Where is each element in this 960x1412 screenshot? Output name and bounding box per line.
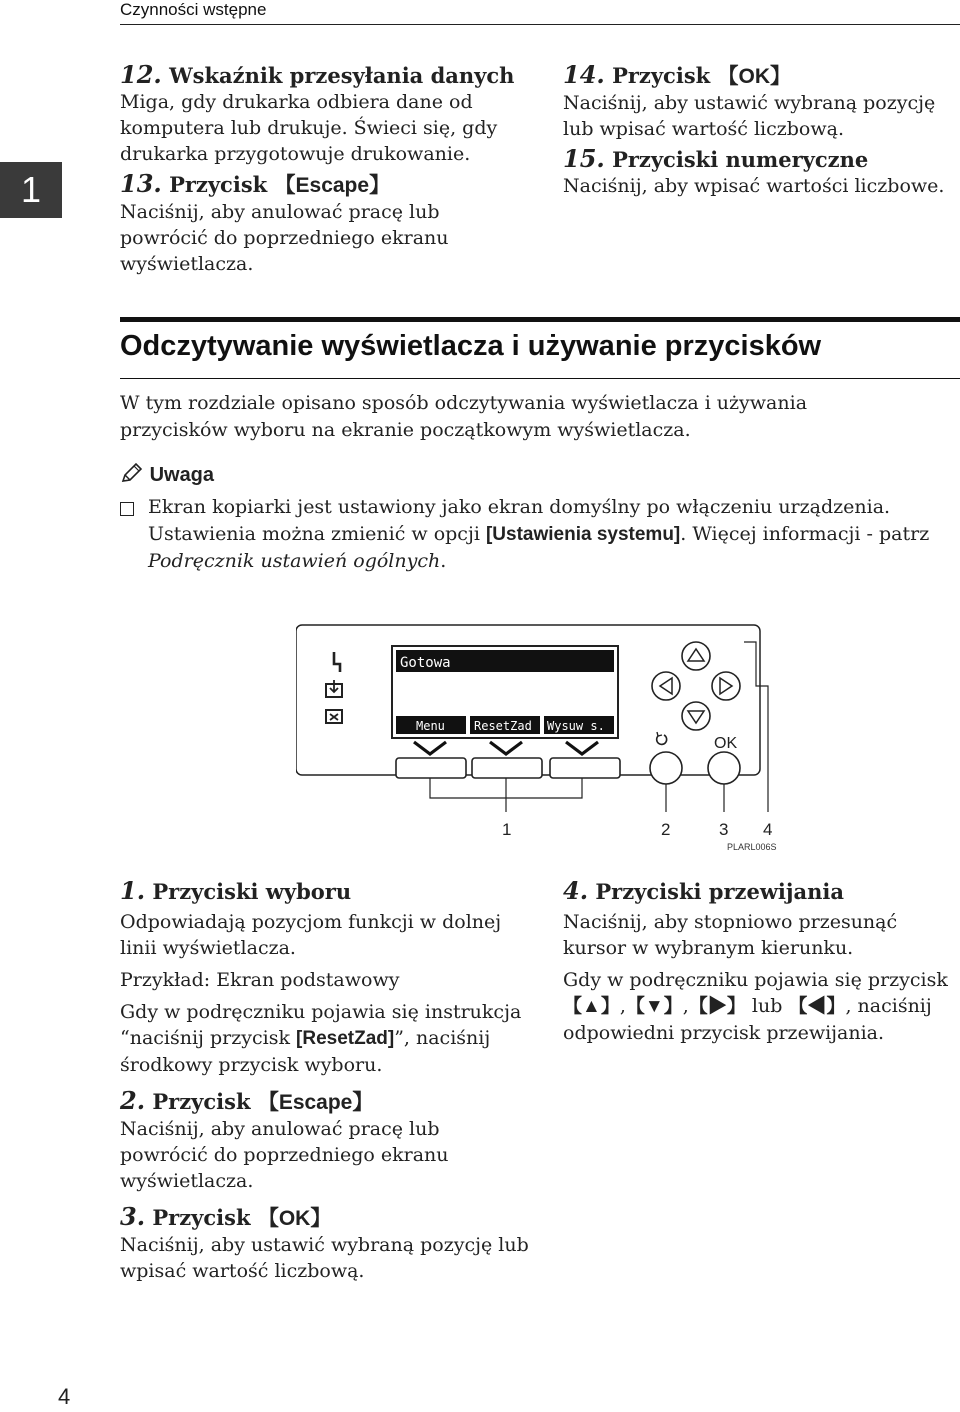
item-body-2: Naciśnij, aby anulować pracę lub powrócić do poprzedniego ekranu wyświetlacza. <box>120 1118 449 1192</box>
left-key: ◀ <box>807 996 827 1017</box>
ok-button[interactable] <box>708 752 740 784</box>
soft-key-label-1: Menu <box>416 719 445 733</box>
escape-key-label: Escape <box>278 1091 353 1114</box>
section-title: Odczytywanie wyświetlacza i używanie przycisków <box>120 330 822 362</box>
section-top-bar <box>120 317 960 322</box>
top-right-column <box>563 58 953 199</box>
header-rule <box>120 24 960 25</box>
item-body-14: Naciśnij, aby ustawić wybraną pozycję lub wpisać wartość liczbową. <box>563 92 936 140</box>
right-key: ▶ <box>707 996 727 1017</box>
item-body-13: Naciśnij, aby anulować pracę lub powrócić do poprzedniego ekranu wyświetlacza. <box>120 201 449 275</box>
item-example-1: Przykład: Ekran podstawowy <box>120 969 400 991</box>
item-body-12: Miga, gdy drukarka odbiera dane od komputera lub drukuje. Świeci się, gdy drukarka przygotowuje drukowanie. <box>120 91 498 165</box>
item-body-1: Odpowiadają pozycjom funkcji w dolnej linii wyświetlacza. <box>120 911 502 959</box>
system-settings-key: [Ustawienia systemu] <box>485 524 681 545</box>
lcd-status-text: Gotowa <box>400 655 451 671</box>
section-intro: W tym rozdziale opisano sposób odczytywania wyświetlacza i używania przycisków wyboru na ekranie początkowym wyświetlacza. <box>120 392 808 441</box>
callout-3: 3 <box>719 820 729 839</box>
scroll-left-button[interactable] <box>652 672 680 700</box>
bottom-left-column <box>120 874 530 1284</box>
item-title-2: 2. Przycisk 【Escape】 <box>120 1086 374 1115</box>
down-key: ▼ <box>644 996 664 1017</box>
escape-key-label: Escape <box>295 174 370 197</box>
scroll-up-button[interactable] <box>682 642 710 670</box>
ok-key-label: OK <box>738 65 771 88</box>
general-settings-guide-ref: Podręcznik ustawień ogólnych <box>148 550 441 572</box>
scroll-right-button[interactable] <box>712 672 740 700</box>
item-body-3: Naciśnij, aby ustawić wybraną pozycję lub wpisać wartość liczbową. <box>120 1234 529 1282</box>
callout-1: 1 <box>502 820 512 839</box>
running-header: Czynności wstępne <box>120 0 267 19</box>
control-panel-figure <box>296 622 776 862</box>
up-key: ▲ <box>582 996 601 1017</box>
item-title-4: 4. Przyciski przewijania <box>563 876 844 905</box>
selection-key-1[interactable] <box>396 758 466 778</box>
ok-key-label: OK <box>278 1207 311 1230</box>
ok-label: OK <box>714 735 738 752</box>
item-title-15: 15. Przyciski numeryczne <box>563 144 869 173</box>
callout-4: 4 <box>763 820 773 839</box>
item-title-12: 12. Wskaźnik przesyłania danych <box>120 60 515 89</box>
pencil-icon <box>120 462 144 484</box>
item-body-4b: Gdy w podręczniku pojawia się przycisk 【▲】,【▼】,【▶】 lub 【◀】, naciśnij odpowiedni przycisk przewijania. <box>563 969 948 1044</box>
soft-key-label-3: Wysuw s. <box>547 719 605 733</box>
selection-key-2[interactable] <box>472 758 542 778</box>
chapter-tab: 1 <box>0 162 62 218</box>
selection-key-3[interactable] <box>550 758 620 778</box>
escape-button[interactable] <box>650 752 682 784</box>
item-title-1: 1. Przyciski wyboru <box>120 876 352 905</box>
note-heading: Uwaga <box>120 462 214 487</box>
note-item: Ekran kopiarki jest ustawiony jako ekran domyślny po włączeniu urządzenia. Ustawienia można zmienić w opcji [Ustawienia systemu]. Więcej informacji - patrz Podręcznik ustawień ogólnych. <box>120 494 950 575</box>
item-body-4: Naciśnij, aby stopniowo przesunąć kursor w wybranym kierunku. <box>563 911 898 959</box>
bottom-right-column <box>563 874 958 1046</box>
resetzad-key: [ResetZad] <box>296 1028 395 1049</box>
checkbox-bullet-icon <box>120 502 134 516</box>
item-title-13: 13. Przycisk 【Escape】 <box>120 169 391 198</box>
page-number: 4 <box>58 1384 71 1409</box>
item-title-3: 3. Przycisk 【OK】 <box>120 1202 332 1231</box>
top-left-column <box>120 58 520 277</box>
figure-code: PLARL006S <box>727 842 777 852</box>
item-body-1b: Gdy w podręczniku pojawia się instrukcja “naciśnij przycisk [ResetZad]”, naciśnij środkowy przycisk wyboru. <box>120 1001 522 1076</box>
item-title-14: 14. Przycisk 【OK】 <box>563 60 792 89</box>
scroll-down-button[interactable] <box>682 702 710 730</box>
item-body-15: Naciśnij, aby wpisać wartości liczbowe. <box>563 175 945 197</box>
soft-key-label-2: ResetZad <box>474 719 532 733</box>
section-rule <box>120 378 960 379</box>
callout-2: 2 <box>661 820 671 839</box>
